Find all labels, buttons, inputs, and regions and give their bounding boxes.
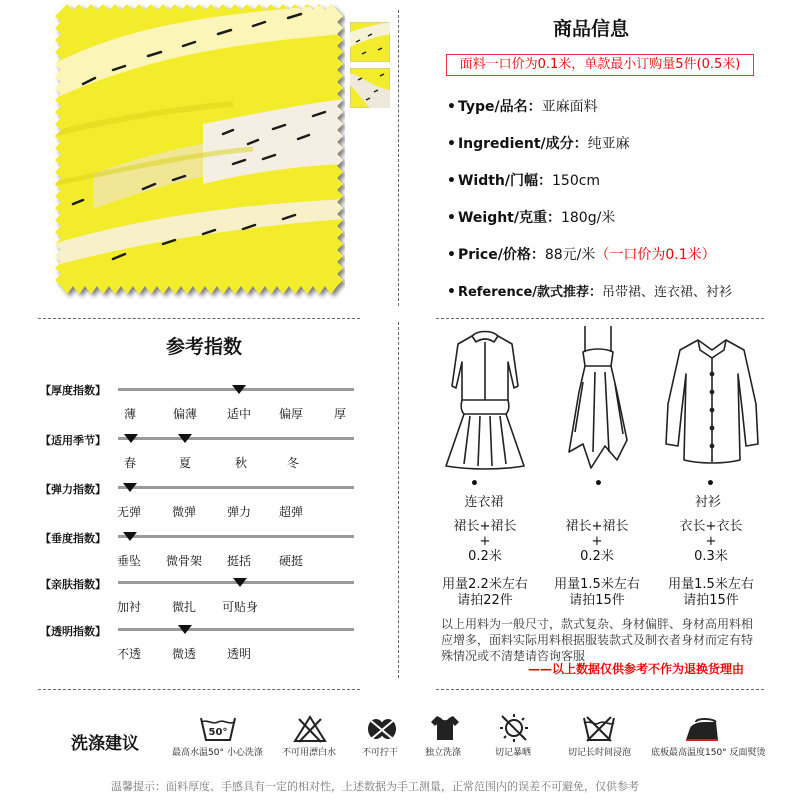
index-option-selected: 垂坠: [117, 554, 142, 568]
separate-wash-icon: [427, 712, 463, 744]
spec-value: 150cm: [552, 173, 601, 189]
index-track-transparency: [118, 628, 354, 631]
index-label-transparency: 【透明指数】: [40, 625, 106, 638]
no-sun-icon: [497, 712, 531, 744]
iron-icon: [682, 716, 722, 744]
spec-value: 180g/米: [560, 210, 616, 226]
slip-dress-sketch: [565, 322, 631, 472]
garment-usage: 用量1.5米左右: [554, 577, 640, 592]
garment-usage: 用量1.5米左右: [668, 577, 754, 592]
thumbnail-swatch-2[interactable]: [350, 68, 390, 108]
spec-weight: • Weight/克重：180g/米: [447, 210, 616, 226]
index-label-elasticity: 【弹力指数】: [40, 483, 106, 496]
garment-name-dress: 连衣裙: [464, 495, 504, 510]
index-option: 微扎: [172, 600, 197, 614]
divider-vertical-bottom: [398, 322, 399, 678]
spec-value: 亚麻面料: [541, 99, 598, 115]
spec-value: 纯亚麻: [587, 136, 630, 152]
dress-sketch: [440, 326, 530, 472]
index-option: 挺括: [227, 554, 252, 568]
garment-extra: 0.2米: [468, 549, 502, 564]
index-option-selected: 适中: [227, 407, 252, 421]
garment-bullet: •: [706, 476, 715, 492]
disclaimer-red: ——以上数据仅供参考不作为退换货理由: [528, 662, 745, 676]
wash-label: 不可用漂白水: [282, 748, 337, 758]
index-label-skin: 【亲肤指数】: [40, 578, 106, 591]
index-marker-transparency: [178, 625, 192, 634]
reference-index-title: 参考指数: [166, 336, 243, 358]
index-option: 冬: [287, 456, 300, 470]
divider-vertical-top: [398, 10, 399, 306]
wash-label: 独立洗涤: [425, 748, 462, 758]
wash-50-icon: [198, 714, 238, 744]
index-option-selected: 夏: [179, 456, 192, 470]
index-marker-thickness: [232, 385, 246, 394]
index-option: 秋: [235, 456, 248, 470]
no-bleach-icon: [293, 714, 327, 744]
garment-plus: +: [591, 534, 603, 549]
index-option: 硬挺: [279, 554, 304, 568]
divider-left-bottom: [38, 689, 360, 690]
wash-label: 最高水温50° 小心洗涤: [172, 748, 263, 758]
spec-type: • Type/品名：亚麻面料: [447, 99, 598, 115]
index-option-selected: 微透: [172, 647, 197, 661]
price-note: （一口价为0.1米）: [595, 247, 716, 263]
index-option: 不透: [117, 647, 142, 661]
index-marker-skin: [233, 578, 247, 587]
garment-formula: 裙长+裙长: [453, 519, 517, 534]
index-option: 加衬: [117, 600, 142, 614]
garment-extra: 0.3米: [694, 549, 728, 564]
spec-value: 吊带裙、连衣裙、衬衫: [602, 285, 733, 300]
index-track-elasticity: [118, 486, 354, 489]
garment-extra: 0.2米: [580, 549, 614, 564]
spec-label: Type/品名：: [457, 99, 542, 115]
shirt-sketch: [660, 334, 764, 470]
wash-label: 切记暴晒: [495, 748, 532, 758]
wash-label: 底板最高温度150° 反面熨烫: [651, 748, 766, 758]
spec-reference: • Reference/款式推荐：吊带裙、连衣裙、衬衫: [447, 284, 733, 300]
spec-label: Weight/克重：: [457, 210, 561, 226]
index-option: 透明: [227, 647, 252, 661]
thumbnail-swatch-1[interactable]: [350, 22, 390, 62]
spec-price: • Price/价格：88元/米（一口价为0.1米）: [447, 247, 716, 263]
index-marker-drape: [123, 532, 137, 541]
spec-width: • Width/门幅：150cm: [447, 173, 601, 189]
divider-right-top: [436, 318, 764, 319]
garment-plus: +: [705, 534, 717, 549]
divider-right-bottom: [436, 689, 764, 690]
index-option: 偏薄: [173, 407, 198, 421]
no-soak-icon: [581, 714, 617, 744]
footer-tip: 温馨提示：面料厚度、手感具有一定的相对性，上述数据为手工测量，正常范围内的误差不可避免，仅供参考: [111, 780, 639, 793]
spec-label: Price/价格：: [457, 247, 545, 263]
index-option: 厚: [334, 407, 347, 421]
index-label-thickness: 【厚度指数】: [40, 384, 106, 397]
garment-name-shirt: 衬衫: [694, 495, 721, 510]
garment-quantity: 请拍15件: [683, 593, 739, 608]
index-option: 超弹: [279, 505, 304, 519]
garment-usage-note: 以上用料为一般尺寸，款式复杂、身材偏胖、身材高用料相应增多，面料实际用料根据服装款式及制衣者身材而定有特殊情况或不清楚请咨询客服: [441, 617, 754, 663]
spec-label: Width/门幅：: [457, 173, 552, 189]
index-track-season: [118, 437, 354, 440]
spec-label: Reference/款式推荐：: [457, 285, 603, 300]
divider-left-top: [38, 318, 360, 319]
index-option: 弹力: [227, 505, 252, 519]
index-option: 薄: [124, 407, 137, 421]
index-track-drape: [118, 535, 354, 538]
garment-bullet: •: [470, 476, 479, 492]
product-info-title: 商品信息: [553, 18, 630, 40]
index-option: 偏厚: [279, 407, 304, 421]
index-marker-summer: [178, 434, 192, 443]
spec-ingredient: • Ingredient/成分：纯亚麻: [447, 136, 630, 152]
index-marker-elasticity: [123, 483, 137, 492]
order-notice: 面料一口价为0.1米，单款最小订购量5件(0.5米): [446, 54, 754, 76]
index-label-drape: 【垂度指数】: [40, 532, 106, 545]
garment-bullet: •: [594, 476, 603, 492]
no-wring-icon: [366, 714, 398, 744]
index-option-selected: 可贴身: [222, 600, 259, 614]
index-option: 微弹: [172, 505, 197, 519]
garment-plus: +: [479, 534, 491, 549]
fabric-swatch-image: [53, 4, 345, 300]
garment-formula: 衣长+衣长: [679, 519, 743, 534]
index-label-season: 【适用季节】: [40, 434, 106, 447]
washing-title: 洗涤建议: [71, 734, 139, 754]
wash-label: 切记长时间浸泡: [568, 748, 632, 758]
index-option-selected: 无弹: [117, 505, 142, 519]
garment-quantity: 请拍15件: [569, 593, 625, 608]
wash-temp-label: 50°: [208, 727, 228, 738]
spec-label: Ingredient/成分：: [457, 136, 588, 152]
index-option-selected: 春: [124, 456, 137, 470]
garment-usage: 用量2.2米左右: [442, 577, 528, 592]
spec-value: 88元/米: [544, 247, 596, 263]
index-marker-spring: [124, 434, 138, 443]
wash-label: 不可拧干: [362, 748, 399, 758]
garment-formula: 裙长+裙长: [565, 519, 629, 534]
index-option: 微骨架: [166, 554, 203, 568]
garment-quantity: 请拍22件: [457, 593, 513, 608]
